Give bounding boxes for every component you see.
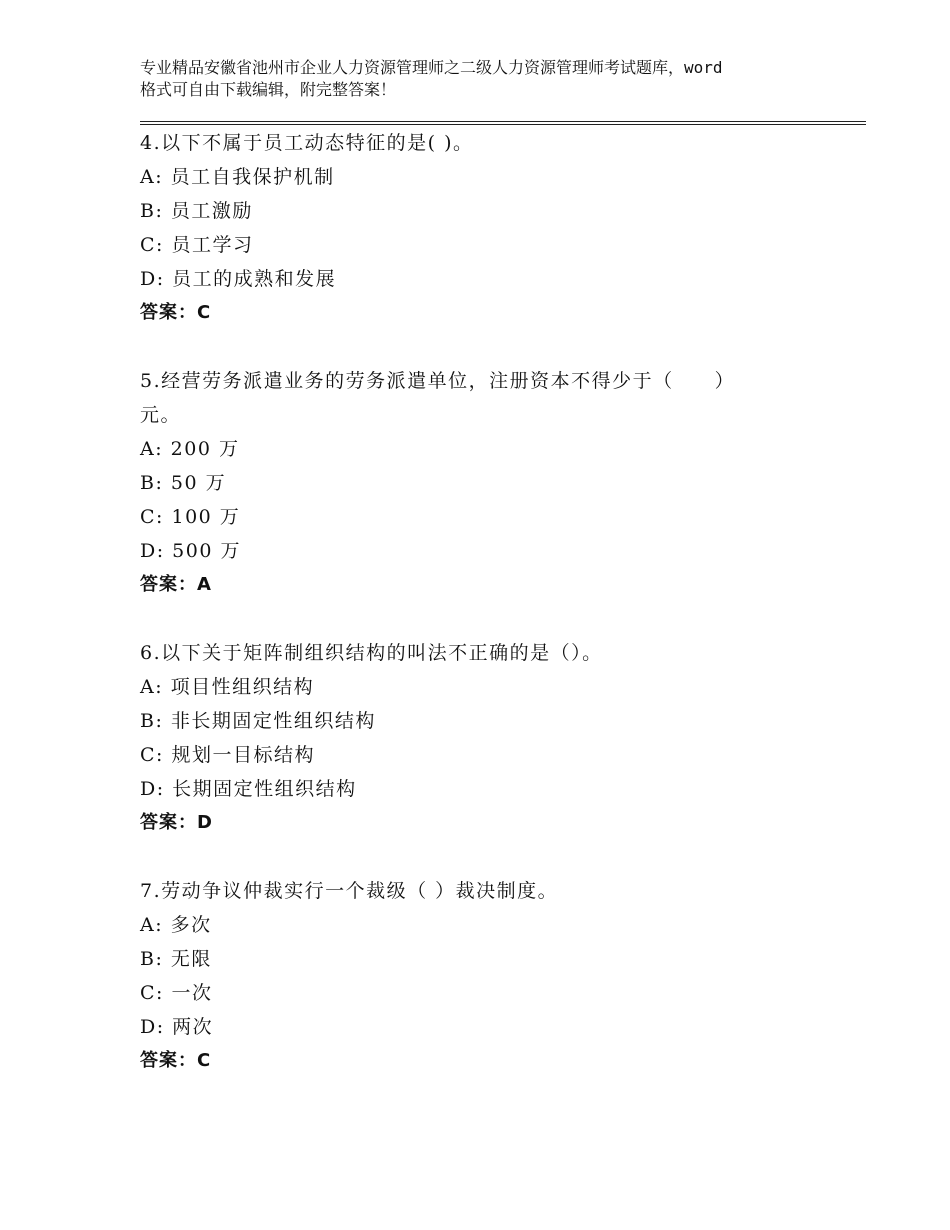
option-c: C: 员工学习 <box>140 234 254 256</box>
question-list <box>140 126 840 1112</box>
question-4 <box>140 126 840 330</box>
option-a: A: 200 万 <box>140 438 240 460</box>
question-stem-continued: 元。 <box>140 404 182 426</box>
header-divider-top <box>140 121 866 122</box>
option-d: D: 员工的成熟和发展 <box>140 268 337 290</box>
option-d: D: 500 万 <box>140 540 241 562</box>
document-header <box>140 57 830 101</box>
option-d: D: 两次 <box>140 1016 214 1038</box>
option-d: D: 长期固定性组织结构 <box>140 778 357 800</box>
option-c: C: 一次 <box>140 982 213 1004</box>
question-6 <box>140 636 840 840</box>
header-divider-bottom <box>140 124 866 125</box>
header-line-2: 格式可自由下载编辑，附完整答案！ <box>140 80 397 99</box>
question-stem: 7.劳动争议仲裁实行一个裁级（ ）裁决制度。 <box>140 880 559 902</box>
header-line-1: 专业精品安徽省池州市企业人力资源管理师之二级人力资源管理师考试题库，word <box>140 58 723 77</box>
answer-label: 答案：A <box>140 574 212 595</box>
answer-label: 答案：C <box>140 1050 212 1071</box>
answer-label: 答案：D <box>140 812 213 833</box>
question-7 <box>140 874 840 1078</box>
question-stem: 6.以下关于矩阵制组织结构的叫法不正确的是（）。 <box>140 642 603 664</box>
option-b: B: 50 万 <box>140 472 227 494</box>
option-a: A: 项目性组织结构 <box>140 676 315 698</box>
option-b: B: 无限 <box>140 948 212 970</box>
question-5 <box>140 364 840 602</box>
question-stem: 4.以下不属于员工动态特征的是( )。 <box>140 132 474 154</box>
option-c: C: 规划一目标结构 <box>140 744 315 766</box>
option-a: A: 员工自我保护机制 <box>140 166 335 188</box>
option-a: A: 多次 <box>140 914 212 936</box>
option-c: C: 100 万 <box>140 506 241 528</box>
answer-label: 答案：C <box>140 302 212 323</box>
question-stem: 5.经营劳务派遣业务的劳务派遣单位，注册资本不得少于（ ） <box>140 370 736 392</box>
option-b: B: 员工激励 <box>140 200 253 222</box>
option-b: B: 非长期固定性组织结构 <box>140 710 376 732</box>
